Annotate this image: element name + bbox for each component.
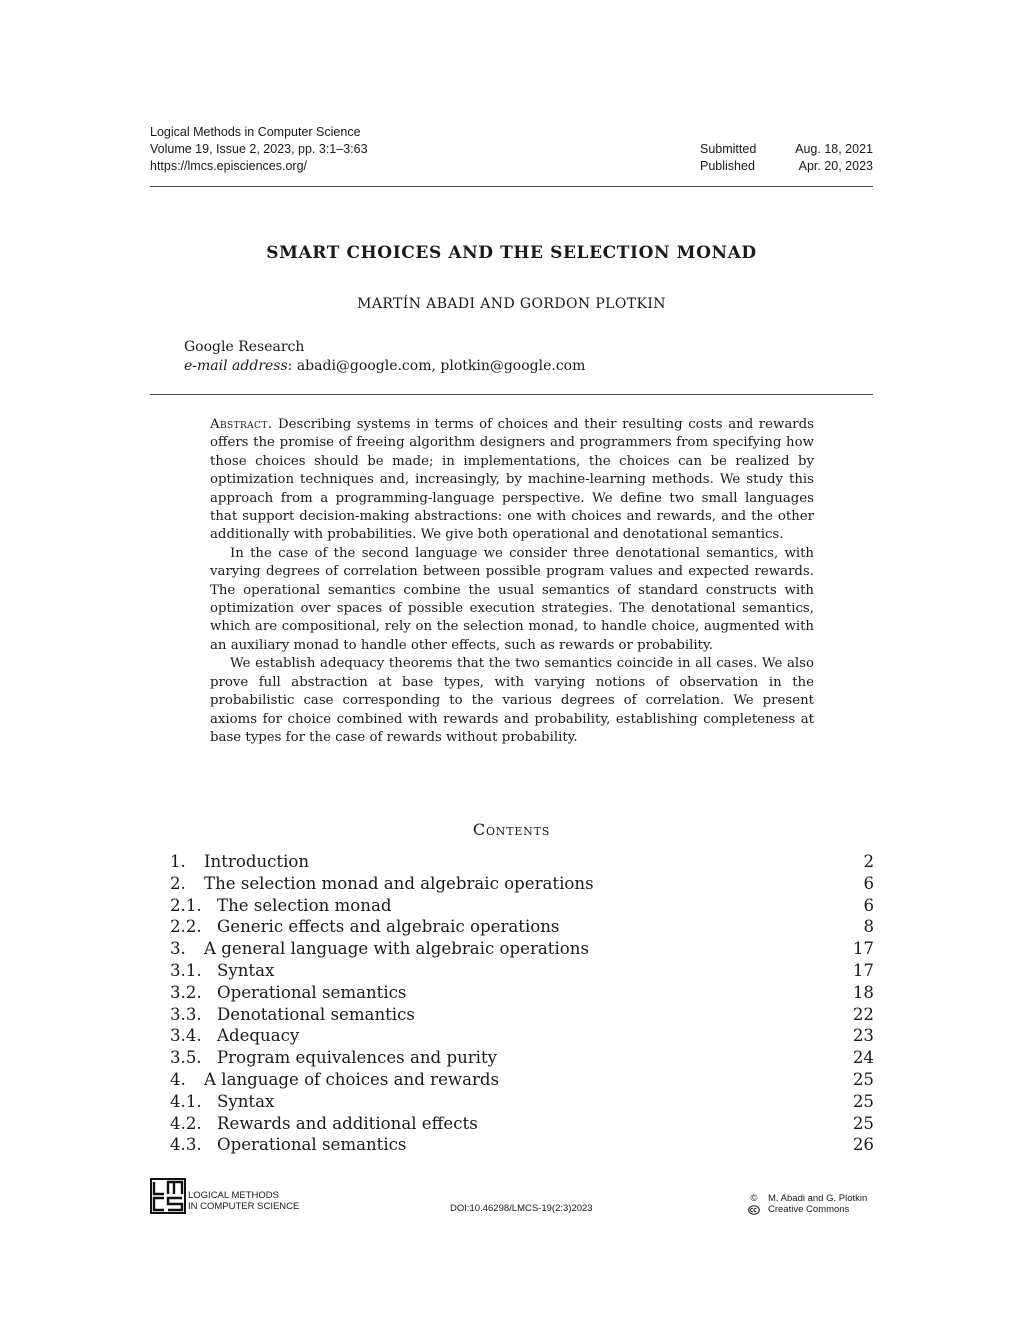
toc-entry-page: 23 xyxy=(852,1026,874,1046)
toc-entry[interactable] xyxy=(170,1134,874,1156)
toc-entry-title: Program equivalences and purity xyxy=(217,1048,498,1068)
abstract-paragraph-2: In the case of the second language we consider three denotational semantics, with varying degrees of correlation between possible program values and expected rewards. The operational semantics combine the usual semantics of standard constructs with optimization over spaces of possible execution strategies. The denotational semantics, which are compositional, rely on the selection monad, to handle choice, augmented with an auxiliary monad to handle other effects, such as rewards or probability. xyxy=(210,545,814,653)
journal-volume: Volume 19, Issue 2, 2023, pp. 3:1–3:63 xyxy=(150,142,368,156)
toc-entry-title: Denotational semantics xyxy=(217,1004,415,1024)
submitted-label: Submitted xyxy=(700,142,757,156)
toc-entry-number: 3.4. xyxy=(170,1026,202,1046)
toc-entry-number: 4.1. xyxy=(170,1091,202,1111)
copyright-block xyxy=(748,1194,867,1215)
abstract-label: Abstract. xyxy=(210,417,273,432)
toc-entry-title: Syntax xyxy=(217,960,275,980)
journal-name: Logical Methods in Computer Science xyxy=(150,125,361,139)
toc-entry-label xyxy=(170,1025,299,1047)
lmcs-logo xyxy=(150,1178,299,1214)
toc-entry-number: 3.1. xyxy=(170,960,202,980)
logo-line-2: IN COMPUTER SCIENCE xyxy=(188,1200,300,1212)
toc-entry-label xyxy=(170,873,594,895)
logo-line-1: LOGICAL METHODS xyxy=(188,1190,279,1201)
paper-authors: MARTÍN ABADI AND GORDON PLOTKIN xyxy=(357,296,666,312)
toc-entry-page: 6 xyxy=(863,873,874,893)
header-rule xyxy=(150,186,873,187)
toc-entry[interactable] xyxy=(170,1113,874,1135)
copyright-icon: © xyxy=(750,1193,758,1204)
affiliation-rule xyxy=(150,394,873,395)
toc-entry-label xyxy=(170,1069,499,1091)
creative-commons-icon xyxy=(748,1205,760,1215)
toc-entry[interactable] xyxy=(170,1069,874,1091)
toc-entry-number: 4. xyxy=(170,1069,186,1089)
toc-entry-page: 22 xyxy=(852,1004,874,1024)
toc-entry-title: A general language with algebraic operations xyxy=(204,939,589,959)
published-date: Apr. 20, 2023 xyxy=(798,159,873,173)
toc-entry-label xyxy=(170,1134,406,1156)
toc-entry-label xyxy=(170,1004,415,1026)
toc-entry-label xyxy=(170,960,274,982)
copyright-holders: M. Abadi and G. Plotkin xyxy=(768,1193,868,1204)
toc-entry-title: Generic effects and algebraic operations xyxy=(217,917,560,937)
toc-entry-label xyxy=(170,895,391,917)
toc-entry[interactable] xyxy=(170,916,874,938)
toc-entry[interactable] xyxy=(170,1091,874,1113)
email-addresses[interactable]: : abadi@google.com, plotkin@google.com xyxy=(287,357,586,374)
affiliation-block xyxy=(184,338,585,375)
affiliation: Google Research xyxy=(184,339,305,355)
abstract xyxy=(210,416,814,747)
toc-entry-title: The selection monad and algebraic operations xyxy=(204,873,594,893)
logo-text xyxy=(188,1191,299,1212)
toc-entry-page: 24 xyxy=(852,1048,874,1068)
toc-entry-number: 3.5. xyxy=(170,1048,202,1068)
toc-entry[interactable] xyxy=(170,938,874,960)
toc-entry-label xyxy=(170,1113,478,1135)
journal-header xyxy=(150,124,368,175)
toc-entry-page: 25 xyxy=(852,1113,874,1133)
submitted-date: Aug. 18, 2021 xyxy=(795,142,873,156)
doi[interactable]: DOI:10.46298/LMCS-19(2:3)2023 xyxy=(450,1203,593,1214)
toc-entry-page: 25 xyxy=(852,1069,874,1089)
journal-url[interactable]: https://lmcs.episciences.org/ xyxy=(150,159,308,173)
toc-entry-number: 3.2. xyxy=(170,982,202,1002)
lmcs-logo-icon xyxy=(150,1178,186,1214)
toc-entry[interactable] xyxy=(170,895,874,917)
toc-entry-label xyxy=(170,851,309,873)
table-of-contents xyxy=(170,851,874,1156)
toc-entry-number: 4.2. xyxy=(170,1113,202,1133)
toc-entry-page: 6 xyxy=(863,895,874,915)
paper-title: SMART CHOICES AND THE SELECTION MONAD xyxy=(266,243,757,263)
toc-entry-title: Syntax xyxy=(217,1091,275,1111)
contents-title: Contents xyxy=(472,820,551,839)
toc-entry-page: 17 xyxy=(852,960,874,980)
toc-entry[interactable] xyxy=(170,1025,874,1047)
toc-entry[interactable] xyxy=(170,851,874,873)
license[interactable]: Creative Commons xyxy=(768,1203,850,1215)
toc-entry-page: 26 xyxy=(852,1135,874,1155)
toc-entry-label xyxy=(170,916,559,938)
toc-entry[interactable] xyxy=(170,1004,874,1026)
toc-entry-label xyxy=(170,938,589,960)
toc-entry-title: Operational semantics xyxy=(217,982,407,1002)
toc-entry[interactable] xyxy=(170,960,874,982)
publication-dates xyxy=(700,141,873,175)
toc-entry-number: 3. xyxy=(170,939,186,959)
toc-entry-page: 2 xyxy=(863,852,874,871)
email-label: e-mail address xyxy=(184,357,288,374)
toc-entry-title: A language of choices and rewards xyxy=(204,1069,500,1089)
toc-entry-title: The selection monad xyxy=(217,895,392,915)
toc-entry[interactable] xyxy=(170,873,874,895)
toc-entry[interactable] xyxy=(170,1047,874,1069)
toc-entry-title: Operational semantics xyxy=(217,1135,407,1155)
email-line xyxy=(184,357,585,376)
toc-entry[interactable] xyxy=(170,982,874,1004)
toc-entry-number: 2.1. xyxy=(170,895,202,915)
toc-entry-title: Introduction xyxy=(204,852,310,871)
abstract-paragraph-3: We establish adequacy theorems that the two semantics coincide in all cases. We also prove full abstraction at base types, with varying notions of observation in the probabilistic case corresponding to the various degrees of correlation. We present axioms for choice combined with rewards and probability, establishing completeness at base types for the case of rewards without probability. xyxy=(210,656,814,745)
toc-entry-number: 3.3. xyxy=(170,1004,202,1024)
toc-entry-page: 25 xyxy=(852,1091,874,1111)
toc-entry-page: 8 xyxy=(863,917,874,937)
toc-entry-number: 4.3. xyxy=(170,1135,202,1155)
toc-entry-page: 17 xyxy=(852,939,874,959)
abstract-paragraph-1: Abstract. Describing systems in terms of choices and their resulting costs and rewards offers the promise of freeing algorithm designers and programmers from specifying how those choices should be made; in implementations, the choices can be realized by optimization techniques and, increasingly, by machine-learning methods. We study this approach from a programming-language perspective. We define two small languages that support decision-making abstractions: one with choices and rewards, and the other additionally with probabilities. We give both operational and denotational semantics. xyxy=(210,417,814,543)
toc-entry-title: Adequacy xyxy=(217,1026,300,1046)
toc-entry-number: 2.2. xyxy=(170,917,202,937)
toc-entry-label xyxy=(170,982,406,1004)
toc-entry-label xyxy=(170,1091,274,1113)
toc-entry-title: Rewards and additional effects xyxy=(217,1113,478,1133)
toc-entry-page: 18 xyxy=(852,982,874,1002)
toc-entry-number: 2. xyxy=(170,873,186,893)
published-label: Published xyxy=(700,159,755,173)
toc-entry-label xyxy=(170,1047,497,1069)
toc-entry-number: 1. xyxy=(170,852,186,871)
